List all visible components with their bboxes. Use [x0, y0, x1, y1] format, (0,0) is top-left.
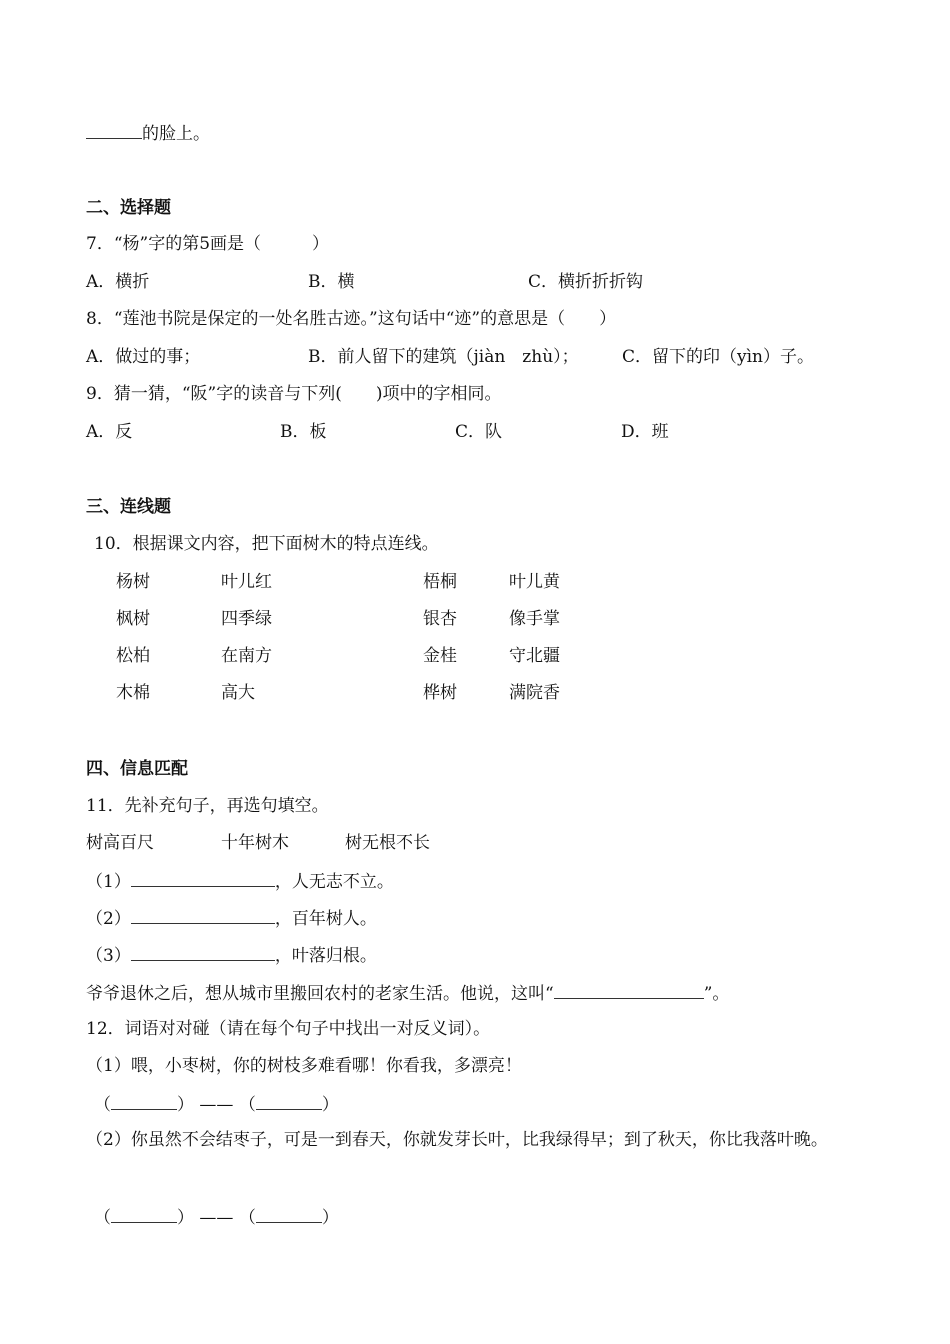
q9-option-a[interactable]: A．反 — [86, 422, 133, 442]
antonym-pair-1: （ ） —— （ ） — [94, 1091, 339, 1117]
q11-item-3: （3） ，叶落归根。 — [86, 942, 377, 968]
tree-feature[interactable]: 叶儿红 — [221, 572, 272, 592]
answer-blank[interactable] — [86, 120, 142, 139]
q8-option-b[interactable]: B．前人留下的建筑（jiàn zhù）； — [308, 347, 579, 367]
tree-name[interactable]: 杨树 — [116, 572, 150, 592]
tree-name[interactable]: 木棉 — [116, 683, 150, 703]
tree-name[interactable]: 金桂 — [423, 646, 457, 666]
question-7-stem: 7．“杨”字的第5画是（ ） — [86, 234, 330, 254]
tree-feature[interactable]: 像手掌 — [509, 609, 560, 629]
q7-option-b[interactable]: B．横 — [308, 272, 355, 292]
phrase-option: 树高百尺 — [86, 833, 154, 853]
q8-option-c[interactable]: C．留下的印（yìn）子。 — [622, 347, 814, 367]
answer-blank[interactable] — [131, 868, 275, 887]
tree-feature[interactable]: 四季绿 — [221, 609, 272, 629]
q7-option-c[interactable]: C．横折折折钩 — [528, 272, 644, 292]
question-8-stem: 8．“莲池书院是保定的一处名胜古迹。”这句话中“迹”的意思是（ ） — [86, 309, 617, 329]
tree-name[interactable]: 松柏 — [116, 646, 150, 666]
answer-blank[interactable] — [111, 1204, 177, 1223]
tree-feature[interactable]: 高大 — [221, 683, 255, 703]
q8-option-a[interactable]: A．做过的事； — [86, 347, 201, 367]
question-11-stem: 11．先补充句子，再选句填空。 — [86, 796, 329, 816]
tree-name[interactable]: 桦树 — [423, 683, 457, 703]
q7-option-a[interactable]: A．横折 — [86, 272, 150, 292]
answer-blank[interactable] — [111, 1091, 177, 1110]
section-heading-matching: 三、连线题 — [86, 497, 171, 517]
section-heading-choice: 二、选择题 — [86, 198, 171, 218]
tree-feature[interactable]: 守北疆 — [509, 646, 560, 666]
q11-item-1: （1） ，人无志不立。 — [86, 868, 394, 894]
fill-line-top — [86, 120, 210, 146]
question-9-stem: 9．猜一猜，“阪”字的读音与下列( )项中的字相同。 — [86, 384, 502, 404]
phrase-option: 十年树木 — [221, 833, 289, 853]
antonym-pair-2: （ ） —— （ ） — [94, 1204, 339, 1230]
question-10-stem: 10．根据课文内容，把下面树木的特点连线。 — [94, 534, 439, 554]
section-heading-info-match: 四、信息匹配 — [86, 759, 188, 779]
q9-option-d[interactable]: D．班 — [621, 422, 669, 442]
answer-blank[interactable] — [256, 1204, 322, 1223]
tree-feature[interactable]: 叶儿黄 — [509, 572, 560, 592]
answer-blank[interactable] — [131, 905, 275, 924]
answer-blank[interactable] — [256, 1091, 322, 1110]
tree-name[interactable]: 枫树 — [116, 609, 150, 629]
answer-blank[interactable] — [554, 980, 704, 999]
tree-name[interactable]: 梧桐 — [423, 572, 457, 592]
tree-feature[interactable]: 在南方 — [221, 646, 272, 666]
tree-feature[interactable]: 满院香 — [509, 683, 560, 703]
tree-name[interactable]: 银杏 — [423, 609, 457, 629]
q12-sentence-1: （1）喂，小枣树，你的树枝多难看哪！你看我，多漂亮！ — [86, 1056, 522, 1076]
question-12-stem: 12．词语对对碰（请在每个句子中找出一对反义词）。 — [86, 1019, 491, 1039]
answer-blank[interactable] — [131, 942, 275, 961]
q11-story: 爷爷退休之后，想从城市里搬回农村的老家生活。他说，这叫“ ”。 — [86, 980, 729, 1006]
q12-sentence-2: （2）你虽然不会结枣子，可是一到春天，你就发芽长叶，比我绿得早；到了秋天，你比我落叶晚。 — [86, 1130, 828, 1150]
phrase-option: 树无根不长 — [345, 833, 430, 853]
q9-option-c[interactable]: C．队 — [455, 422, 503, 442]
q11-item-2: （2） ，百年树人。 — [86, 905, 377, 931]
q9-option-b[interactable]: B．板 — [280, 422, 327, 442]
top-tail-text: 的脸上。 — [142, 124, 210, 144]
